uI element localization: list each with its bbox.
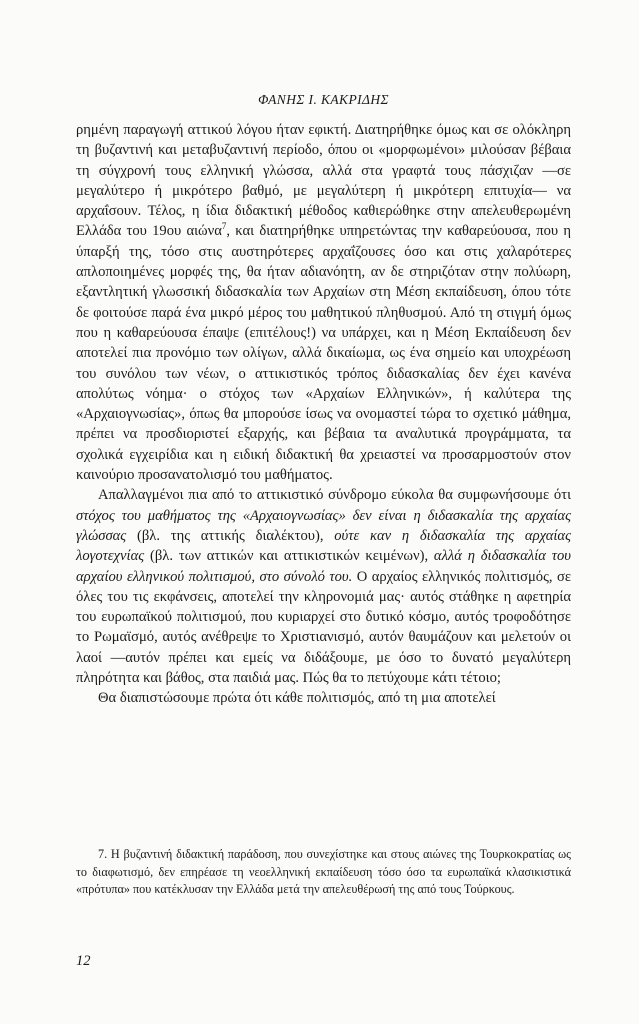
emphasis-text: ούτε καν η διδασκαλία της αρχαίας λογοτεχνίας — [76, 527, 571, 565]
paragraph-text: (βλ. των αττικών και αττικιστικών κειμένων), — [144, 548, 434, 565]
body-paragraph — [76, 485, 571, 688]
footnote-ref: 7 — [221, 221, 227, 232]
running-head: ΦΑΝΗΣ Ι. ΚΑΚΡΙΔΗΣ — [258, 92, 389, 107]
paragraph-text: Απαλλαγμένοι πια από το αττικιστικό σύνδρομο εύκολα θα συμφωνήσουμε ότι — [98, 487, 571, 504]
body-text — [76, 120, 571, 709]
book-page — [76, 0, 571, 1024]
body-paragraph — [76, 688, 571, 708]
page-number: 12 — [76, 953, 91, 969]
emphasis-text: στόχος του μαθήματος της «Αρχαιογνωσίας» δεν είναι η διδασκαλία της αρχαίας γλώσσας — [76, 507, 571, 544]
paragraph-text: (βλ. της αττικής διαλέκτου), — [126, 527, 335, 544]
paragraph-text: , και διατηρήθηκε υπηρετώντας την καθαρεύουσα, που η ύπαρξή της, τόσο στις αυστηρότερες αρχαΐζουσες όσο και στις χαλαρότερες απλοποιημένες μορφές της, θα ήταν αδιανόητη, αν δε στηριζόταν στην πολύωρη, εξαντλητική γλωσσική διδασκαλία των Αρχαίων στη Μέση εκπαίδευση, όπου τότε δε φοιτούσε παρά ένα μικρό μέρος του μαθητικού πληθυσμού. Από τη στιγμή όμως που η καθαρεύουσα έπαψε (επιτέλους!) να υπάρχει, και η Μέση Εκπαίδευση δεν αποτελεί πια προνόμιο των ολίγων, αλλά δικαίωμα, ως ένα σημείο και υποχρέωση του συνόλου των νέων, ο αττικιστικός τρόπος διδασκαλίας δεν έχει κανένα απολύτως νόημα· ο στόχος των «Αρχαίων Ελληνικών», ή καλύτερα της «Αρχαιογνωσίας», όπως θα μπορούσε ίσως να ονομαστεί τώρα το σχετικό μάθημα, πρέπει να προσδιοριστεί εξαρχής, και βέβαια τα αναλυτικά προγράμματα, τα σχολικά εγχειρίδια και η ειδική διδακτική θα χρειαστεί να προσαρμοστούν στον καινούριο προσανατολισμό του μαθήματος. — [76, 223, 571, 484]
emphasis-text: αλλά η διδασκαλία του αρχαίου ελληνικού πολιτισμού, στο σύνολό του. — [76, 548, 571, 585]
paragraph-text: ρημένη παραγωγή αττικού λόγου ήταν εφικτή. Διατηρήθηκε όμως και σε ολόκληρη τη βυζαντινή και μεταβυζαντινή περίοδο, όπου οι «μορφωμένοι» μιλούσαν βέβαια τη σύγχρονή τους ελληνική γλώσσα, αλλά στα γραφτά τους πάσχιζαν —σε μεγαλύτερο ή μικρότερο βαθμό, με μεγαλύτερη ή μικρότερη επιτυχία— να αρχαΐσουν. Τέλος, η ίδια διδακτική μέθοδος καθιερώθηκε στην απελευθερωμένη Ελλάδα του 19ου αιώνα — [76, 122, 571, 240]
body-paragraph — [76, 120, 571, 485]
paragraph-text: Ο αρχαίος ελληνικός πολιτισμός, σε όλες του τις εκφάνσεις, αποτελεί την κληρονομιά μας· αυτός στάθηκε η αφετηρία του ευρωπαϊκού πολιτισμού, που κυριαρχεί στο δυτικό κόσμο, αυτός τροφοδότησε το Ρωμαϊσμό, αυτός ανέθρεψε το Χριστιανισμό, αυτόν θαυμάζουν και μελετούν οι λαοί —αυτόν πρέπει και εμείς να διδάξουμε, με όσο το δυνατό μεγαλύτερη πληρότητα και βάθος, στα παιδιά μας. Πώς θα το πετύχουμε κάτι τέτοιο; — [76, 568, 571, 687]
paragraph-text: Θα διαπιστώσουμε πρώτα ότι κάθε πολιτισμός, από τη μια αποτελεί — [98, 690, 496, 707]
footnote: 7. Η βυζαντινή διδακτική παράδοση, που συνεχίστηκε και στους αιώνες της Τουρκοκρατίας ως το διαφωτισμό, δεν επηρέασε τη νεοελληνική εκπαίδευση τόσο όσο τα ευρωπαϊκά κλασικιστικά «πρότυπα» που κατέκλυσαν την Ελλάδα μετά την απελευθέρωσή της από τους Τούρκους. — [76, 847, 571, 896]
